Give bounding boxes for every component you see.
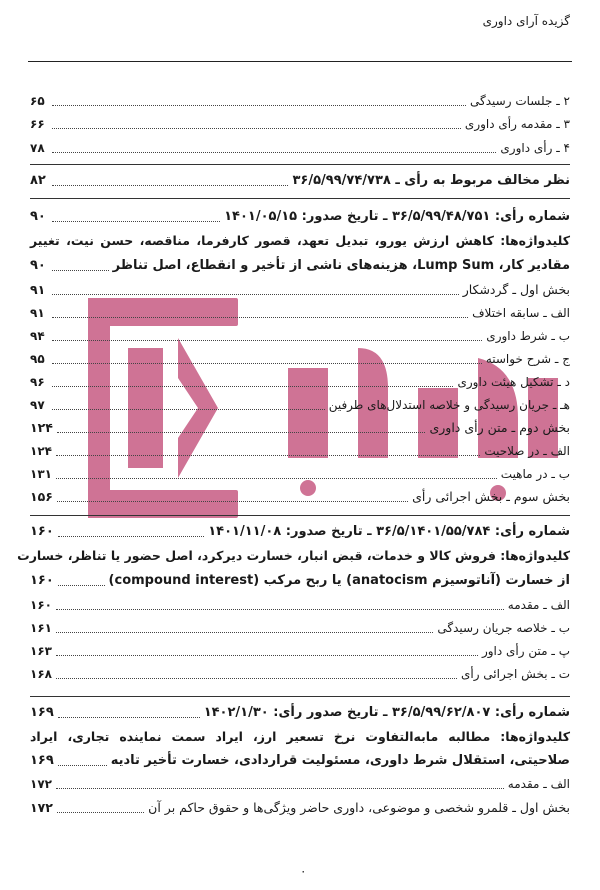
page-number: ۰ — [300, 864, 307, 878]
toc-entry-title: ۲ ـ جلسات رسیدگی — [470, 94, 570, 108]
toc-entry[interactable] — [30, 463, 570, 485]
toc-page-number: ۱۲۴ — [30, 444, 52, 458]
toc-entry[interactable] — [30, 486, 570, 508]
toc-entry[interactable] — [30, 394, 570, 416]
toc-page-number: ۱۶۰ — [30, 524, 54, 539]
toc-page-number: ۹۶ — [30, 375, 45, 389]
toc-entry-title: ج ـ شرح خواسته — [485, 352, 570, 366]
toc-entry[interactable] — [30, 279, 570, 301]
section-divider — [30, 164, 570, 165]
leader-dots — [56, 678, 457, 679]
leader-dots — [52, 105, 466, 106]
toc-page-number: ۱۶۰ — [30, 598, 52, 612]
toc-page-number: ۱۵۶ — [30, 489, 53, 504]
toc-entry-title: الف ـ در صلاحیت — [484, 444, 570, 458]
toc-entry-title: ب ـ خلاصه جریان رسیدگی — [437, 621, 570, 635]
toc-page-number: ۹۴ — [30, 329, 45, 343]
toc-entry[interactable] — [30, 325, 570, 347]
toc-page-number: ۹۰ — [30, 258, 46, 273]
toc-entry-title: از خسارت (آناتوسیزم anatocism) یا ربح مرکب (compound interest) — [108, 573, 570, 588]
toc-entry-title: الف ـ مقدمه — [507, 777, 570, 791]
toc-entry-title: ت ـ بخش اجرائی رأی — [460, 667, 570, 681]
toc-entry[interactable] — [30, 773, 570, 795]
leader-dots — [52, 317, 468, 318]
toc-entry-title: بخش دوم ـ متن رأی داوری — [429, 420, 570, 435]
toc-page-number: ۹۰ — [30, 209, 46, 224]
toc-entry[interactable] — [30, 640, 570, 662]
leader-dots — [52, 409, 325, 410]
toc-entry-title: بخش سوم ـ بخش اجرائی رأی — [412, 489, 570, 504]
toc-page-number: ۶۵ — [30, 94, 45, 108]
leader-dots — [52, 363, 482, 364]
toc-entry-title: شماره رأی: ۳۶/۵/۱۴۰۱/۵۵/۷۸۴ ـ تاریخ صدور: ۱۴۰۱/۱۱/۰۸ — [208, 524, 570, 539]
leader-dots — [56, 655, 478, 656]
toc-page-number: ۷۸ — [30, 141, 45, 155]
leader-dots — [58, 765, 107, 766]
leader-dots — [56, 788, 504, 789]
toc-entry-title: صلاحیتی، استقلال شرط داوری، مسئولیت قراردادی، خسارت تأخیر تادیه — [110, 753, 570, 768]
toc-entry-title: الف ـ مقدمه — [507, 598, 570, 612]
keywords-line: کلیدواژه‌ها: کاهش ارزش یورو، تبدیل تعهد، قصور کارفرما، مناقصه، حسن نیت، تغییر — [30, 233, 570, 248]
toc-entry[interactable] — [30, 663, 570, 685]
toc-entry[interactable] — [30, 348, 570, 370]
toc-entry-title: شماره رأی: ۳۶/۵/۹۹/۴۸/۷۵۱ ـ تاریخ صدور: ۱۴۰۱/۰۵/۱۵ — [224, 209, 570, 224]
toc-page-number: ۱۶۹ — [30, 705, 54, 720]
leader-dots — [52, 386, 453, 387]
leader-dots — [56, 478, 497, 479]
toc-entry-title: نظر مخالف مربوط به رأی ـ ۳۶/۵/۹۹/۷۴/۷۳۸ — [292, 173, 570, 188]
toc-entry-title: ۳ ـ مقدمه رأی داوری — [464, 117, 570, 131]
leader-dots — [52, 340, 482, 341]
leader-dots — [52, 270, 109, 271]
toc-entry-title: الف ـ سابقه اختلاف — [472, 306, 570, 320]
toc-entry[interactable] — [30, 417, 570, 439]
leader-dots — [52, 185, 288, 186]
leader-dots — [56, 455, 480, 456]
toc-page-number: ۱۷۲ — [30, 777, 52, 791]
leader-dots — [57, 432, 426, 433]
toc-page-number: ۶۶ — [30, 117, 45, 131]
keywords-line-end[interactable] — [30, 570, 570, 592]
toc-entry[interactable] — [30, 797, 570, 819]
toc-entry-title: شماره رأی: ۳۶/۵/۹۹/۶۲/۸۰۷ ـ تاریخ صدور رأی: ۱۴۰۲/۱/۳۰ — [203, 705, 570, 720]
header-rule — [28, 61, 572, 62]
leader-dots — [52, 152, 496, 153]
leader-dots — [56, 632, 433, 633]
toc-page-number: ۹۱ — [30, 306, 45, 320]
toc-page-number: ۱۷۲ — [30, 800, 53, 815]
toc-entry-title: د ـ تشکیل هیئت داوری — [457, 375, 570, 389]
leader-dots — [56, 609, 504, 610]
toc-page-number: ۱۲۴ — [30, 420, 53, 435]
toc-page-number: ۱۶۱ — [30, 621, 52, 635]
keywords-line-end[interactable] — [30, 750, 570, 772]
toc-page-number: ۱۳۱ — [30, 467, 52, 481]
toc-page-number: ۱۶۰ — [30, 573, 54, 588]
toc-page-number: ۹۱ — [30, 282, 46, 297]
toc-entry-title: ۴ ـ رأی داوری — [500, 141, 570, 155]
toc-entry[interactable] — [30, 90, 570, 112]
leader-dots — [57, 501, 408, 502]
toc-entry-title: هـ ـ جریان رسیدگی و خلاصه استدلال‌های طرفین — [328, 398, 570, 412]
running-title: گزیده آرای داوری — [482, 14, 570, 28]
toc-entry-dissent[interactable] — [30, 170, 570, 192]
toc-entry-title: بخش اول ـ گردشکار — [462, 282, 570, 297]
toc-entry[interactable] — [30, 594, 570, 616]
toc-entry-title: بخش اول ـ قلمرو شخصی و موضوعی، داوری حاضر ویژگی‌ها و حقوق حاکم بر آن — [148, 800, 570, 815]
keywords-line-end[interactable] — [30, 255, 570, 277]
toc-entry-title: پ ـ متن رأی داور — [481, 644, 570, 658]
leader-dots — [52, 294, 459, 295]
toc-award-heading[interactable] — [30, 206, 570, 228]
leader-dots — [58, 717, 200, 718]
keywords-line: کلیدواژه‌ها: مطالبه مابه‌التفاوت نرخ تسعیر ارز، ایراد سمت نماینده تجاری، ایراد — [30, 729, 570, 744]
toc-entry-title: ب ـ در ماهیت — [500, 467, 570, 481]
toc-award-heading[interactable] — [30, 702, 570, 724]
leader-dots — [52, 128, 461, 129]
toc-entry[interactable] — [30, 440, 570, 462]
toc-page-number: ۱۶۸ — [30, 667, 52, 681]
toc-award-heading[interactable] — [30, 521, 570, 543]
toc-entry[interactable] — [30, 137, 570, 159]
section-divider — [30, 198, 570, 199]
toc-entry[interactable] — [30, 302, 570, 324]
toc-page-number: ۹۵ — [30, 352, 45, 366]
toc-page-number: ۸۲ — [30, 173, 46, 188]
toc-entry[interactable] — [30, 617, 570, 639]
leader-dots — [58, 585, 105, 586]
keywords-line: کلیدواژه‌ها: فروش کالا و خدمات، قبض انبار، خسارت دیرکرد، اصل حضور یا تناظر، خسارت — [17, 548, 570, 563]
toc-entry-title: ب ـ شرط داوری — [486, 329, 570, 343]
toc-entry-title: مقادیر کار، Lump Sum، هزینه‌های ناشی از تأخیر و انقطاع، اصل تناظر — [112, 258, 570, 273]
leader-dots — [58, 536, 204, 537]
section-divider — [30, 696, 570, 697]
toc-page-number: ۱۶۳ — [30, 644, 52, 658]
toc-page-number: ۱۶۹ — [30, 753, 54, 768]
toc-entry[interactable] — [30, 371, 570, 393]
section-divider — [30, 515, 570, 516]
leader-dots — [57, 812, 144, 813]
toc-entry[interactable] — [30, 113, 570, 135]
toc-page-number: ۹۷ — [30, 398, 45, 412]
leader-dots — [52, 221, 220, 222]
